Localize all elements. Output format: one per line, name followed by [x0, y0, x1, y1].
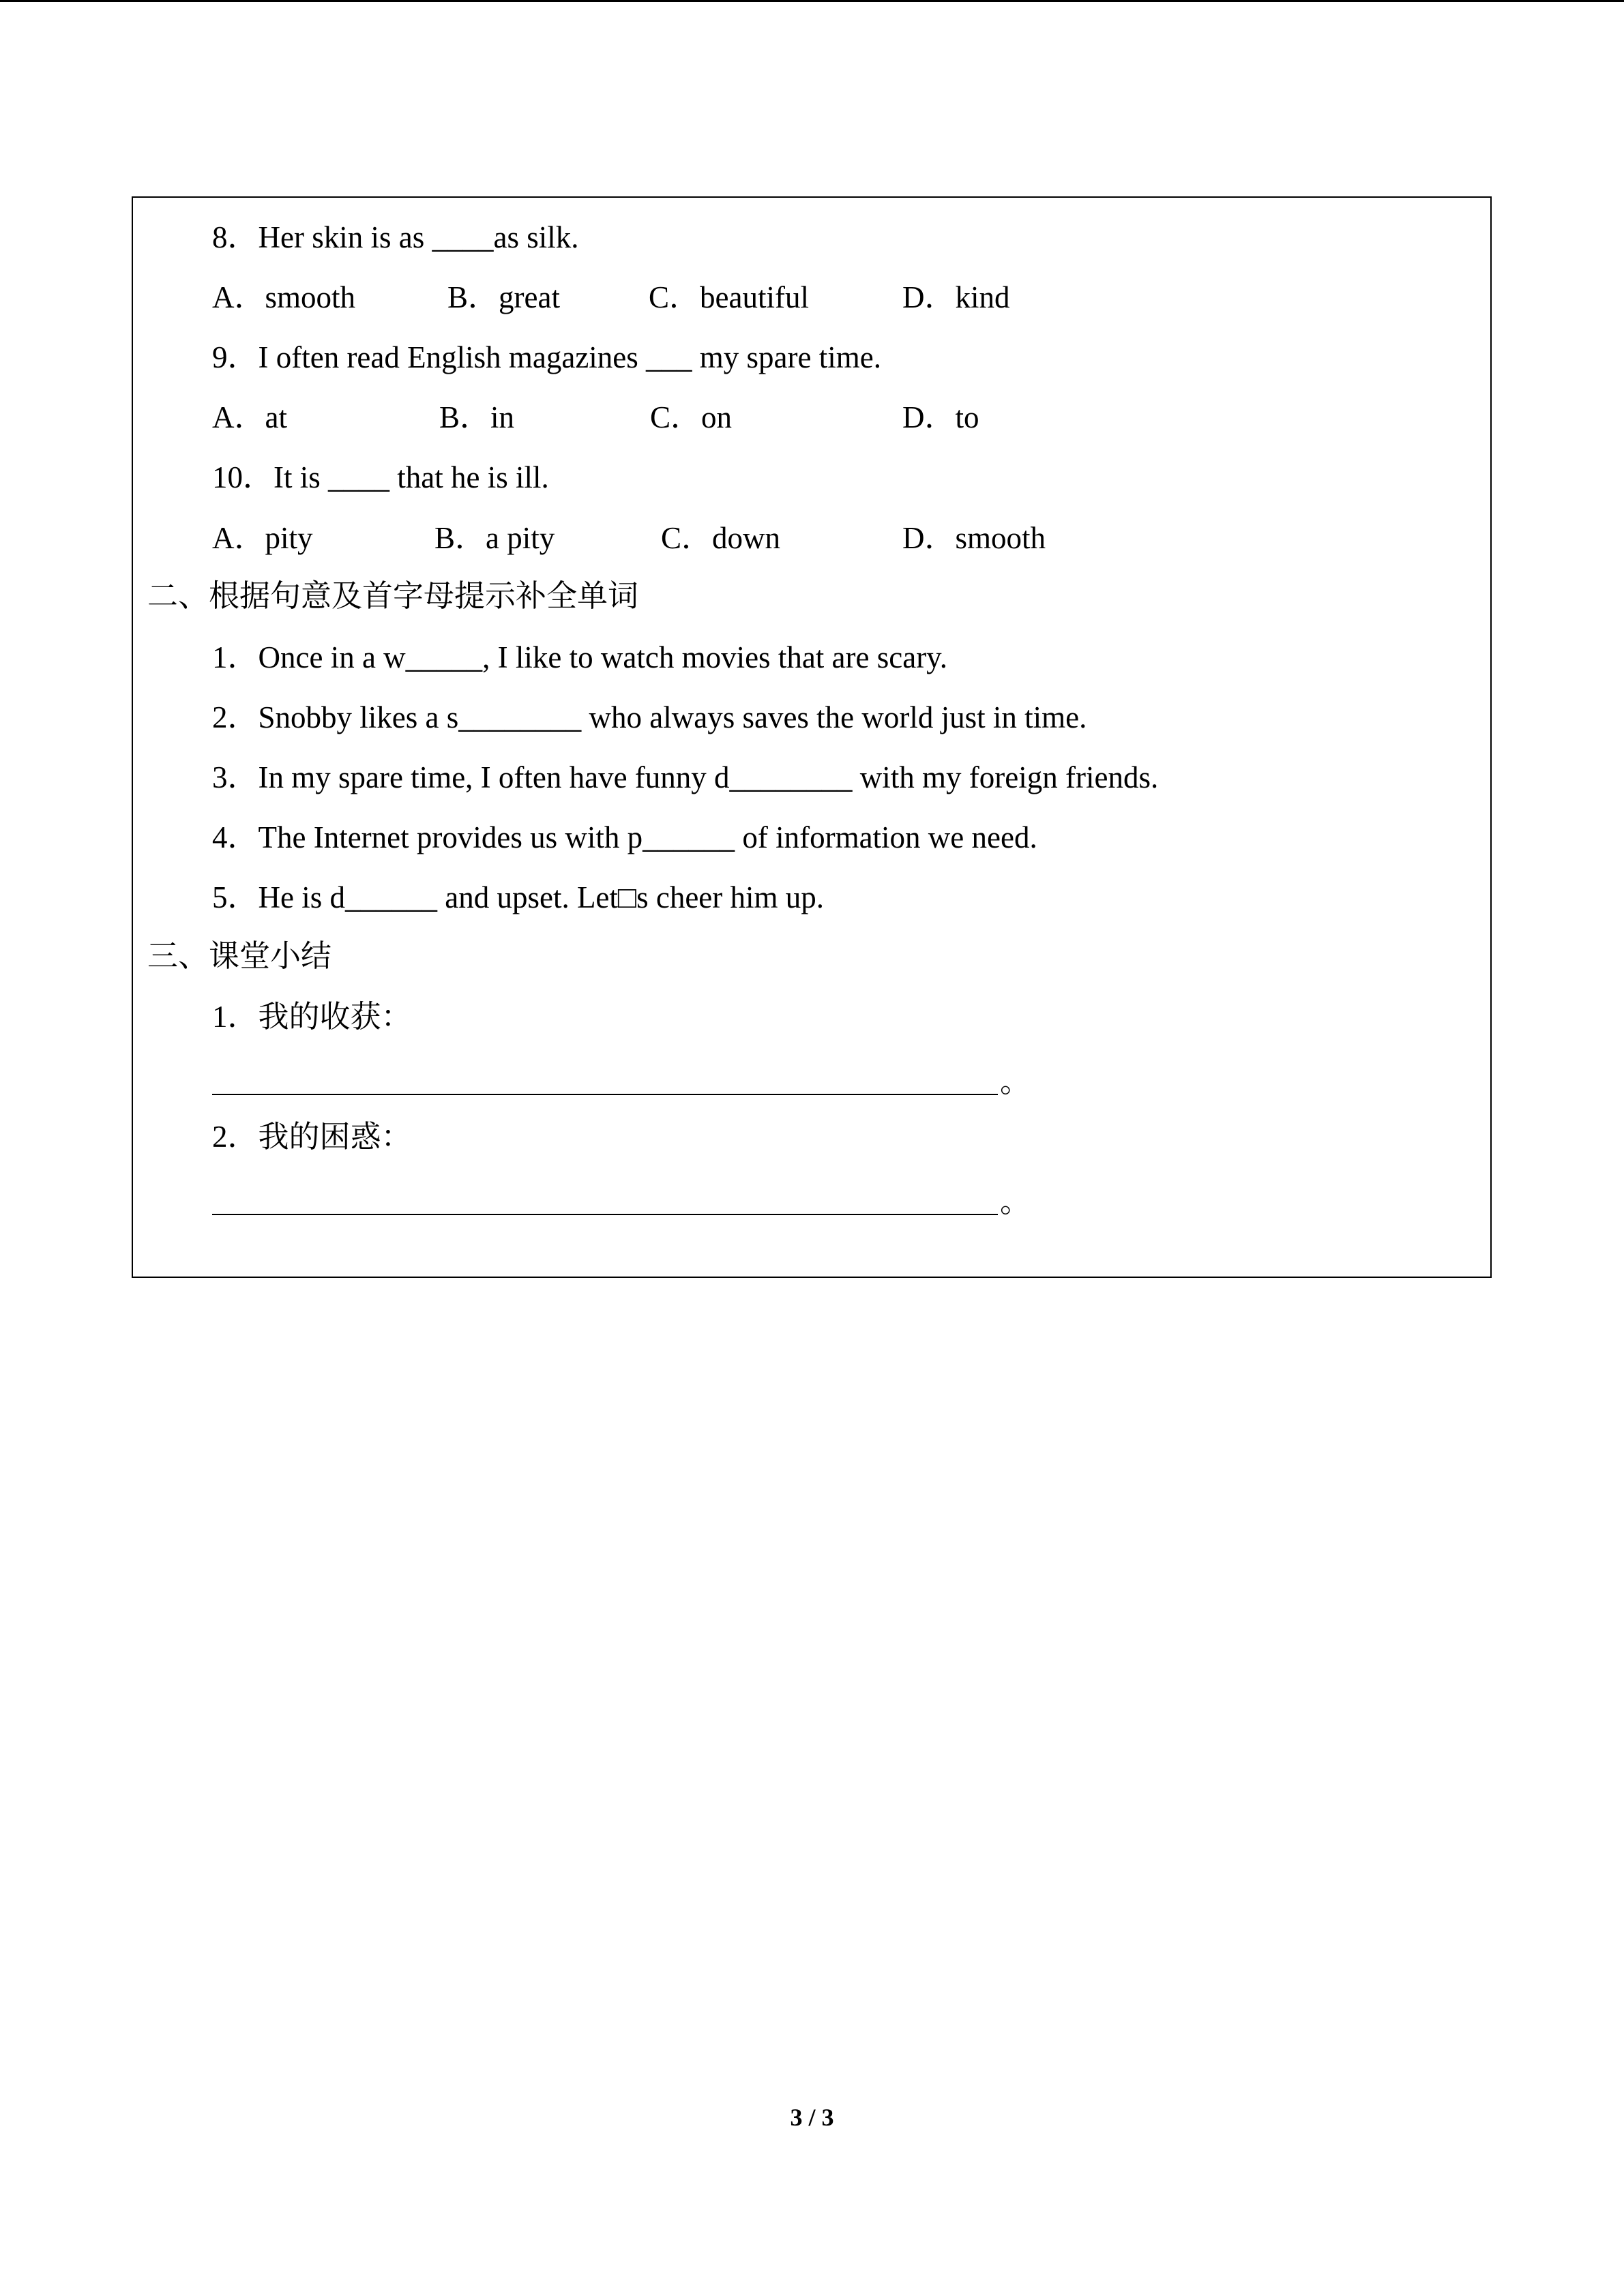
section-2-item-4: 4．The Internet provides us with p______ of information we need.	[212, 820, 1037, 854]
answer-line-1-end: 。	[1000, 1064, 1031, 1099]
section-2-item-1: 1．Once in a w_____, I like to watch movies that are scary.	[212, 640, 948, 674]
section-2-item-5: 5．He is d______ and upset. Let□s cheer him up.	[212, 880, 825, 914]
question-9: 9．I often read English magazines ___ my spare time.	[212, 340, 881, 374]
q8-option-d: D．kind	[902, 280, 1010, 314]
section-2-item-2: 2．Snobby likes a s________ who always saves the world just in time.	[212, 700, 1087, 734]
question-8: 8．Her skin is as ____as silk.	[212, 220, 579, 254]
answer-line-2	[212, 1214, 998, 1215]
section-3-item-2: 2．我的困惑：	[212, 1120, 412, 1154]
q9-option-d: D．to	[902, 400, 979, 434]
q10-option-a: A．pity	[212, 521, 313, 555]
q8-option-c: C．beautiful	[649, 280, 809, 314]
answer-line-2-end: 。	[1000, 1184, 1031, 1219]
q10-option-c: C．down	[661, 521, 781, 555]
section-3-item-1: 1．我的收获：	[212, 1000, 412, 1034]
q8-option-a: A．smooth	[212, 280, 356, 314]
section-2-item-3: 3．In my spare time, I often have funny d________ with my foreign friends.	[212, 760, 1159, 794]
q9-option-b: B．in	[439, 400, 515, 434]
section-3-title: 三、课堂小结	[147, 939, 332, 973]
question-10: 10．It is ____ that he is ill.	[212, 460, 549, 494]
q10-option-d: D．smooth	[902, 521, 1046, 555]
answer-line-1	[212, 1094, 998, 1095]
q8-option-b: B．great	[447, 280, 560, 314]
top-rule	[0, 0, 1624, 2]
q9-option-c: C．on	[650, 400, 733, 434]
q9-option-a: A．at	[212, 400, 287, 434]
section-2-title: 二、根据句意及首字母提示补全单词	[147, 579, 639, 613]
page-number: 3 / 3	[790, 2104, 834, 2131]
q10-option-b: B．a pity	[434, 521, 555, 555]
